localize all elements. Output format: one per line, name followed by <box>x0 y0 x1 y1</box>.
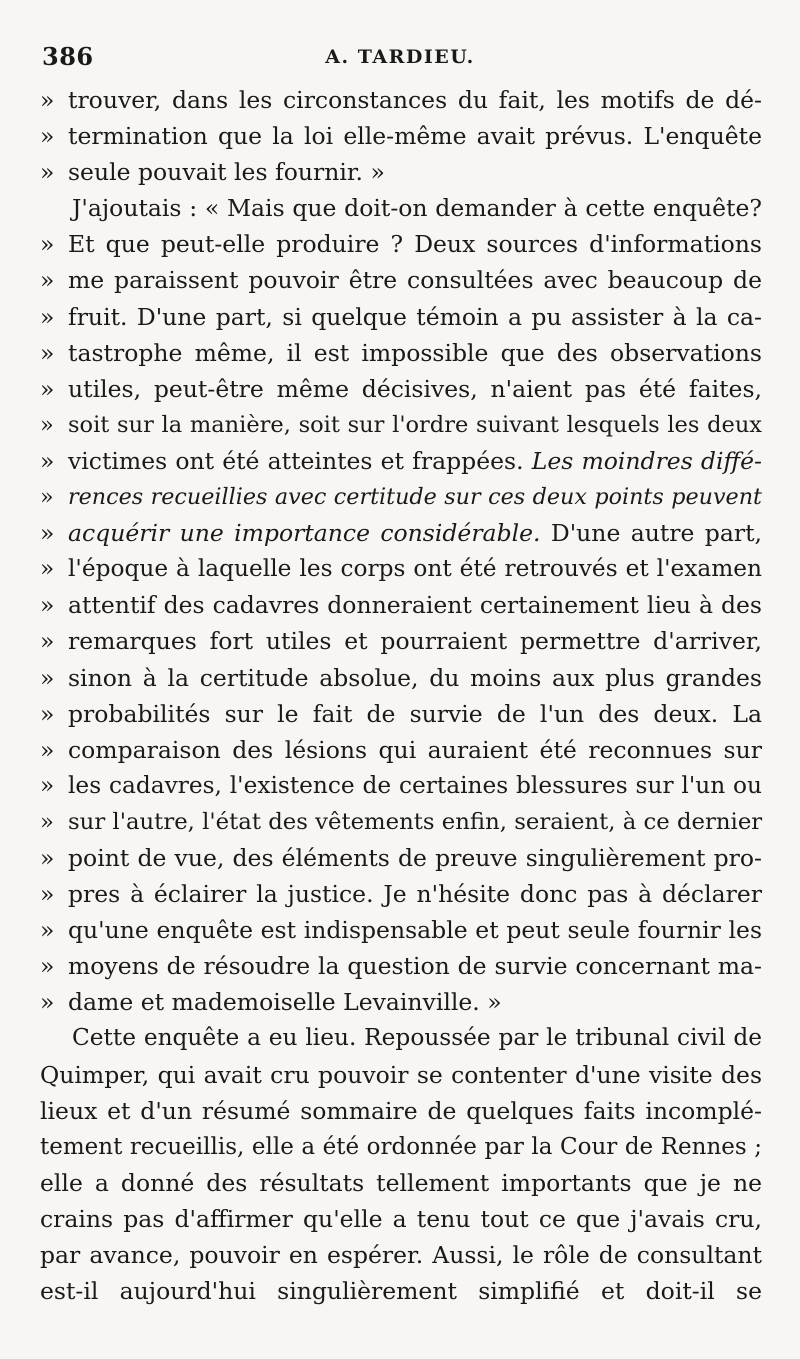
quote-mark: » <box>40 484 54 511</box>
quote-mark: » <box>40 843 55 872</box>
text-line <box>40 840 762 876</box>
quote-mark: » <box>40 266 55 295</box>
quote-mark: » <box>40 880 55 909</box>
page-header <box>40 42 760 82</box>
line-text: moyens de résoudre la question de survie concernant ma- <box>68 952 762 981</box>
text-line <box>40 262 762 298</box>
quote-mark: » <box>40 627 55 656</box>
text-line <box>40 515 762 551</box>
text-line <box>40 226 762 262</box>
quote-mark: » <box>40 411 54 438</box>
quote-mark: » <box>40 446 55 475</box>
text-line <box>40 732 762 768</box>
text-line <box>40 154 762 190</box>
text-line <box>40 190 762 226</box>
text-line <box>40 335 762 371</box>
text-line <box>40 1057 762 1093</box>
quote-mark: » <box>40 122 55 151</box>
quote-mark: » <box>40 519 55 548</box>
quote-mark: » <box>40 771 55 799</box>
line-text: qu'une enquête est indispensable et peut seule fournir les <box>68 916 762 945</box>
quote-mark: » <box>40 230 55 259</box>
text-line <box>40 696 762 732</box>
text-line <box>40 1093 762 1129</box>
running-head: A. TARDIEU. <box>325 46 475 68</box>
quote-mark: » <box>40 952 55 981</box>
quote-mark: » <box>40 988 55 1017</box>
text-line <box>40 479 762 515</box>
text-line <box>40 443 762 479</box>
text-line <box>40 984 762 1020</box>
quote-mark: » <box>40 916 55 945</box>
page-number: 386 <box>42 42 94 71</box>
quote-mark: » <box>40 735 55 764</box>
line-text: point de vue, des éléments de preuve singulièrement pro- <box>68 843 762 872</box>
line-text: crains pas d'affirmer qu'elle a tenu tout ce que j'avais cru, <box>40 1204 762 1233</box>
line-text: fruit. D'une part, si quelque témoin a pu assister à la ca- <box>68 302 762 331</box>
text-line <box>40 587 762 623</box>
line-text: tement recueillis, elle a été ordonnée par la Cour de Rennes ; <box>40 1133 762 1160</box>
text-line <box>40 299 762 335</box>
text-line <box>40 1020 762 1056</box>
quote-mark: » <box>40 663 55 692</box>
text-line <box>40 118 762 154</box>
italic-text: acquérir une importance considérable. <box>68 519 541 548</box>
line-text: elle a donné des résultats tellement importants que je ne <box>40 1168 762 1197</box>
line-text: comparaison des lésions qui auraient été reconnues sur <box>68 735 762 764</box>
line-text: remarques fort utiles et pourraient permettre d'arriver, <box>68 627 762 656</box>
text-line <box>40 1237 762 1273</box>
italic-text: Les moindres diffé- <box>531 446 762 475</box>
line-text: me paraissent pouvoir être consultées avec beaucoup de <box>68 266 762 295</box>
text-line <box>40 407 762 443</box>
text-line <box>40 660 762 696</box>
italic-text: rences recueillies avec certitude sur ces deux points peuvent <box>68 484 762 511</box>
quote-mark: » <box>40 86 55 114</box>
line-text: pres à éclairer la justice. Je n'hésite donc pas à déclarer <box>68 880 762 909</box>
quote-mark: » <box>40 808 54 835</box>
line-text: Cette enquête a eu lieu. Repoussée par le tribunal civil de <box>72 1024 762 1052</box>
text-line <box>40 371 762 407</box>
line-text: attentif des cadavres donneraient certainement lieu à des <box>68 591 762 620</box>
line-text: soit sur la manière, soit sur l'ordre suivant lesquels les deux <box>68 411 762 438</box>
line-text: lieux et d'un résumé sommaire de quelques faits incomplé- <box>40 1096 762 1125</box>
line-text: utiles, peut-être même décisives, n'aient pas été faites, <box>68 374 762 403</box>
line-text: victimes ont été atteintes et frappées. <box>68 446 524 475</box>
text-line <box>40 876 762 912</box>
quote-mark: » <box>40 699 55 728</box>
quote-mark: » <box>40 555 55 583</box>
line-text: probabilités sur le fait de survie de l'un des deux. La <box>68 699 762 728</box>
text-line <box>40 1273 762 1309</box>
text-line <box>40 948 762 984</box>
line-text: les cadavres, l'existence de certaines blessures sur l'un ou <box>68 771 762 799</box>
line-text: tastrophe même, il est impossible que des observations <box>68 338 762 367</box>
line-text: est-il aujourd'hui singulièrement simplifié et doit-il se <box>40 1277 762 1306</box>
quote-mark: » <box>40 374 55 403</box>
text-line <box>40 804 762 840</box>
line-text: sur l'autre, l'état des vêtements enfin, seraient, à ce dernier <box>68 808 763 835</box>
quote-mark: » <box>40 591 55 620</box>
line-text: D'une autre part, <box>550 519 762 548</box>
line-text: J'ajoutais : « Mais que doit-on demander à cette enquête? <box>72 194 762 223</box>
text-line <box>40 912 762 948</box>
line-text: termination que la loi elle-même avait prévus. L'enquête <box>68 122 762 151</box>
line-text: Quimper, qui avait cru pouvoir se contenter d'une visite des <box>40 1060 762 1089</box>
text-line <box>40 1129 762 1165</box>
quote-mark: » <box>40 302 55 331</box>
text-line <box>40 551 762 587</box>
line-text: dame et mademoiselle Levainville. » <box>68 988 502 1017</box>
quote-mark: » <box>40 158 55 187</box>
text-line <box>40 1165 762 1201</box>
text-line <box>40 1201 762 1237</box>
body-text <box>40 82 762 1309</box>
line-text: par avance, pouvoir en espérer. Aussi, le rôle de consultant <box>40 1241 762 1269</box>
line-text: seule pouvait les fournir. » <box>68 158 385 187</box>
text-line <box>40 623 762 659</box>
quote-mark: » <box>40 338 55 367</box>
line-text: trouver, dans les circonstances du fait, les motifs de dé- <box>68 86 762 114</box>
text-line <box>40 82 762 118</box>
text-line <box>40 768 762 804</box>
line-text: Et que peut-elle produire ? Deux sources d'informations <box>68 230 762 259</box>
line-text: sinon à la certitude absolue, du moins aux plus grandes <box>68 663 762 692</box>
line-text: l'époque à laquelle les corps ont été retrouvés et l'examen <box>68 555 762 583</box>
